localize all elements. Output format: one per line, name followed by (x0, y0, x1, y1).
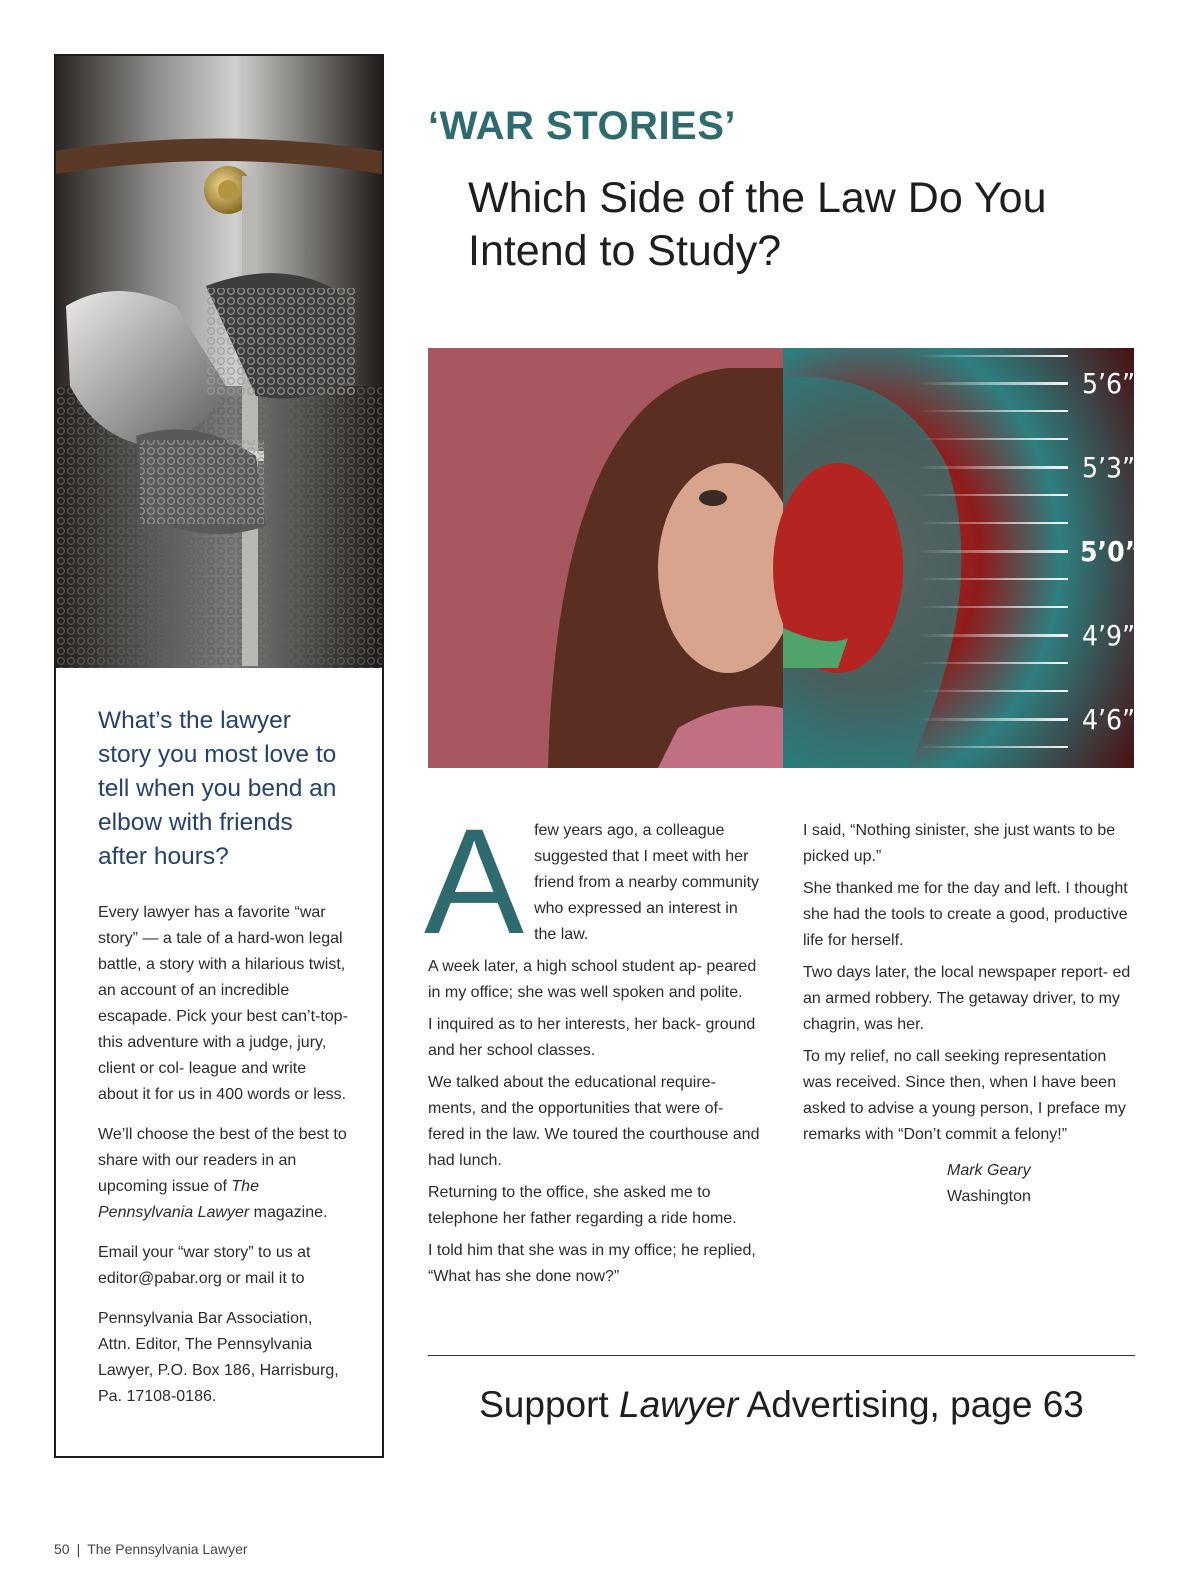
height-mark-4-6: 4’6” (1082, 703, 1136, 736)
page-footer (54, 1541, 248, 1557)
article-paragraph: I inquired as to her interests, her back- ground and her school classes. (428, 1016, 756, 1059)
sidebar-body (98, 704, 348, 1424)
article-paragraph (424, 797, 762, 965)
sidebar-question: What’s the lawyer story you most love to tell when you bend an elbow with friends after hours? (98, 707, 337, 870)
page-number: 50 (54, 1541, 70, 1557)
magazine-name: The Pennsylvania Lawyer (98, 1178, 259, 1221)
sidebar-share (98, 1122, 348, 1226)
article-column-right (803, 818, 1135, 1210)
publication-name: The Pennsylvania Lawyer (87, 1541, 248, 1557)
author-location: Washington (947, 1188, 1031, 1205)
war-stories-sidebar (54, 54, 384, 1458)
article-headline: Which Side of the Law Do You Intend to Study? (468, 174, 1047, 275)
article-paragraph: A week later, a high school student ap- peared in my office; she was well spoken and polite. (428, 958, 757, 1001)
article-paragraph: We talked about the educational require- ments, and the opportunities that were of- fered in the law. We toured the courthouse and had lunch. (428, 1074, 760, 1169)
armor-photo (56, 56, 382, 668)
height-mark-5-3: 5’3” (1082, 451, 1136, 484)
paragraph-text: few years ago, a colleague suggested that I meet with her friend from a nearby community who expressed an interest in the law. (534, 822, 760, 943)
divider-rule (428, 1355, 1135, 1356)
split-portrait-photo (428, 348, 1142, 768)
sidebar-intro: Every lawyer has a favorite “war story” — a tale of a hard-won legal battle, a story with a hilarious twist, an account of an incredible escapade. Pick your best can’t-top-this adventure with a judge, jury, client or col- league and write about it for us in 400 words or less. (98, 904, 348, 1103)
support-text-end: Advertising, page 63 (738, 1384, 1084, 1425)
height-mark-4-9: 4’9” (1082, 619, 1136, 652)
author-name: Mark Geary (947, 1162, 1031, 1179)
article-paragraph: I told him that she was in my office; he replied, “What has she done now?” (428, 1242, 756, 1285)
article-paragraph: I said, “Nothing sinister, she just wants to be picked up.” (803, 822, 1116, 865)
article-column-left (424, 797, 762, 1296)
sidebar-address: Pennsylvania Bar Association, Attn. Editor, The Pennsylvania Lawyer, P.O. Box 186, Harrisburg, Pa. 17108-0186. (98, 1310, 339, 1405)
share-text: We’ll choose the best of the best to share with our readers in an upcoming issue of (98, 1126, 347, 1195)
article-paragraph: Two days later, the local newspaper report- ed an armed robbery. The getaway driver, to my chagrin, was her. (803, 964, 1131, 1033)
support-advertising-line (428, 1384, 1135, 1426)
footer-separator: | (76, 1541, 81, 1557)
support-italic: Lawyer (619, 1384, 739, 1425)
height-mark-5-6: 5’6” (1082, 367, 1136, 400)
drop-cap: A (424, 797, 525, 965)
article-paragraph: She thanked me for the day and left. I thought she had the tools to create a good, productive life for herself. (803, 880, 1128, 949)
article-paragraph: Returning to the office, she asked me to telephone her father regarding a ride home. (428, 1184, 737, 1227)
share-text-end: magazine. (249, 1204, 328, 1221)
height-mark-5-0: 5’0” (1080, 535, 1142, 568)
support-text: Support (479, 1384, 619, 1425)
article-paragraph: To my relief, no call seeking representation was received. Since then, when I have been asked to advise a young person, I preface my remarks with “Don’t commit a felony!” (803, 1048, 1126, 1143)
author-signature (947, 1158, 1135, 1210)
sidebar-email: Email your “war story” to us at editor@pabar.org or mail it to (98, 1244, 311, 1287)
section-kicker: ‘WAR STORIES’ (428, 104, 737, 148)
